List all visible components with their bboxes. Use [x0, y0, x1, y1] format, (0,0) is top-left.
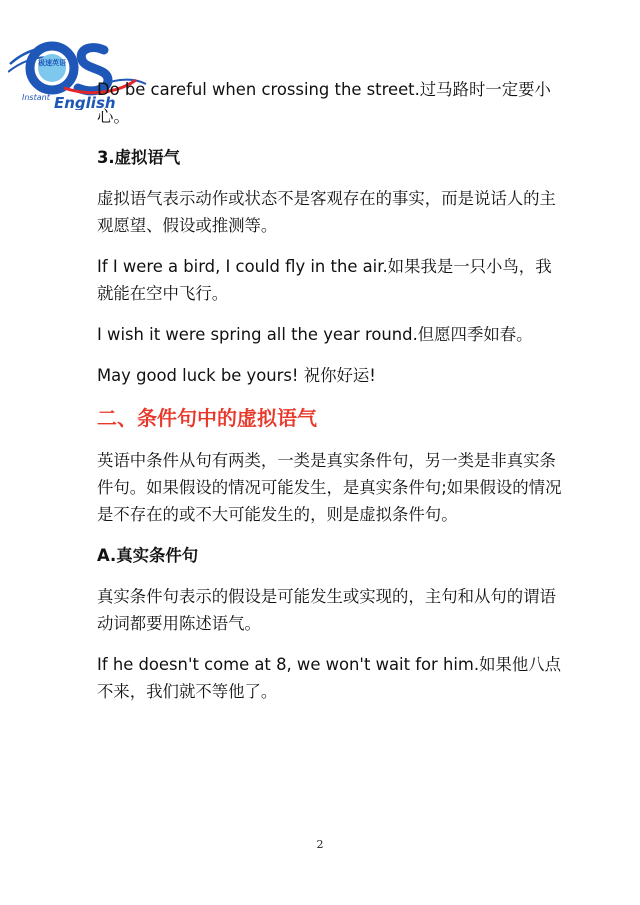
logo-badge-text-top: 极速英语 [38, 59, 66, 67]
paragraph-real-conditional-definition: 真实条件句表示的假设是可能发生或实现的，主句和从句的谓语动词都要用陈述语气。 [97, 587, 556, 633]
paragraph-example-wait: If he doesn't come at 8, we won't wait for him.如果他八点不来，我们就不等他了。 [97, 655, 562, 701]
heading-subjunctive: 3.虚拟语气 [97, 148, 181, 167]
paragraph-conditional-types: 英语中条件从句有两类，一类是真实条件句，另一类是非真实条件句。如果假设的情况可能发生，是真实条件句;如果假设的情况是不存在的或不大可能发生的，则是虚拟条件句。 [97, 451, 562, 524]
page-number: 2 [316, 838, 324, 851]
heading-conditional-subjunctive: 二、条件句中的虚拟语气 [97, 406, 317, 430]
paragraph-careful-street: Do be careful when crossing the street.过马路时一定要小心。 [97, 80, 551, 126]
logo-word-instant: Instant [22, 93, 50, 102]
paragraph-subjunctive-definition: 虚拟语气表示动作或状态不是客观存在的事实，而是说话人的主观愿望、假设或推测等。 [97, 189, 556, 235]
logo-word-english: English [54, 94, 116, 110]
paragraph-example-bird: If I were a bird, I could fly in the air.如果我是一只小鸟，我就能在空中飞行。 [97, 257, 552, 303]
paragraph-example-luck: May good luck be yours! 祝你好运! [97, 366, 376, 385]
paragraph-example-spring: I wish it were spring all the year round.但愿四季如春。 [97, 325, 533, 344]
document-content [97, 76, 565, 705]
heading-real-conditional: A.真实条件句 [97, 546, 199, 565]
